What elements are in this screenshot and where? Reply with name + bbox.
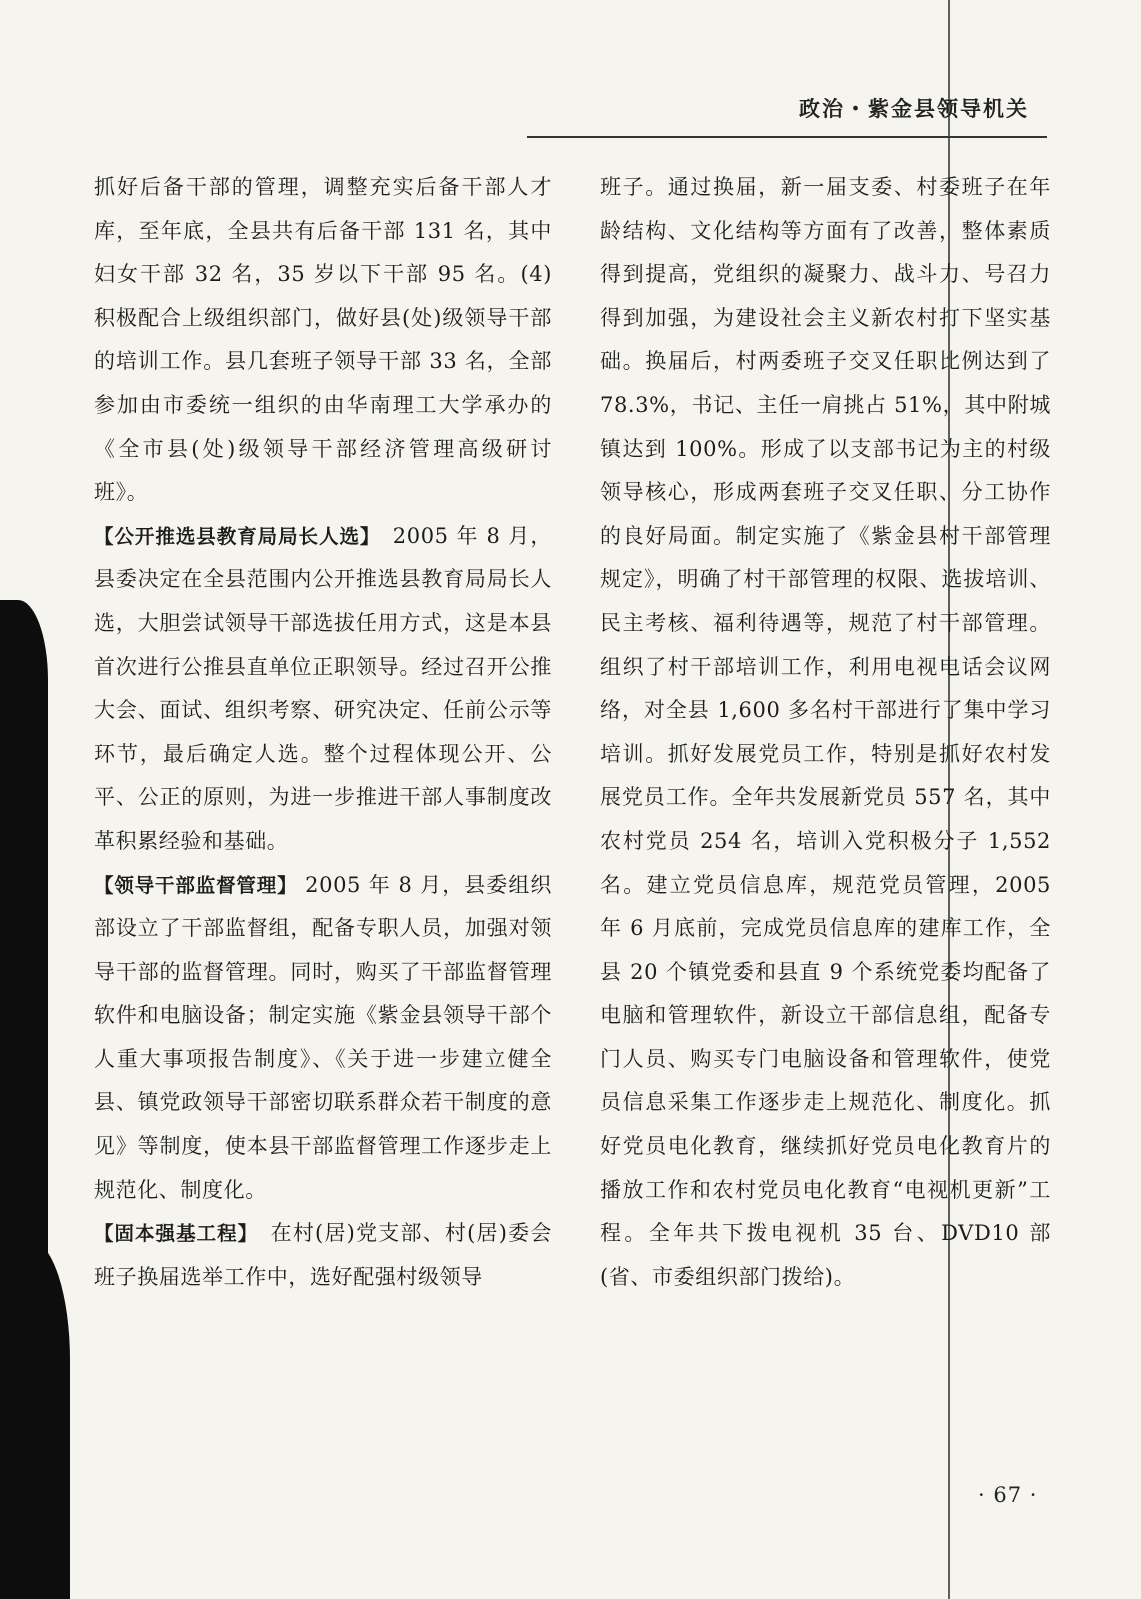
section-text: 2005 年 8 月，县委决定在全县范围内公开推选县教育局局长人选，大胆尝试领导干部选拔任用方式，这是本县首次进行公推县直单位正职领导。经过召开公推大会、面试、组织考察、研究决定、任前公示等环节，最后确定人选。整个过程体现公开、公平、公正的原则，为进一步推进干部人事制度改革积累经验和基础。 [94, 523, 553, 853]
section-text: 在村(居)党支部、村(居)委会班子换届选举工作中，选好配强村级领导 [94, 1221, 553, 1289]
section-foundation-project [94, 1212, 552, 1299]
header-rule [527, 136, 1047, 138]
right-column [600, 166, 1051, 1299]
paragraph-village-leadership: 班子。通过换届，新一届支委、村委班子在年龄结构、文化结构等方面有了改善，整体素质得到提高，党组织的凝聚力、战斗力、号召力得到加强，为建设社会主义新农村打下坚实基础。换届后，村两委班子交叉任职比例达到了 78.3%，书记、主任一肩挑占 51%，其中附城镇达到 100%。形成了以支部书记为主的村级领导核心，形成两套班子交叉任职、分工协作的良好局面。制定实施了《紫金县村干部管理规定》，明确了村干部管理的权限、选拔培训、民主考核、福利待遇等，规范了村干部管理。组织了村干部培训工作，利用电视电话会议网络，对全县 1,600 多名村干部进行了集中学习培训。抓好发展党员工作，特别是抓好农村发展党员工作。全年共发展新党员 557 名，其中农村党员 254 名，培训入党积极分子 1,552 名。建立党员信息库，规范党员管理，2005 年 6 月底前，完成党员信息库的建库工作，全县 20 个镇党委和县直 9 个系统党委均配备了电脑和管理软件，新设立干部信息组，配备专门人员、购买专门电脑设备和管理软件，使党员信息采集工作逐步走上规范化、制度化。抓好党员电化教育，继续抓好党员电化教育片的播放工作和农村党员电化教育“电视机更新”工程。全年共下拨电视机 35 台、DVD10 部(省、市委组织部门拨给)。 [600, 175, 1051, 1289]
paragraph-reserve-cadres: 抓好后备干部的管理，调整充实后备干部人才库，至年底，全县共有后备干部 131 名，其中妇女干部 32 名，35 岁以下干部 95 名。(4) 积极配合上级组织部门，做好县(处)级领导干部的培训工作。县几套班子领导干部 33 名，全部参加由市委统一组织的由华南理工大学承办的《全市县(处)级领导干部经济管理高级研讨班》。 [94, 175, 552, 505]
section-heading: 【固本强基工程】 [94, 1222, 249, 1246]
section-text: 2005 年 8 月，县委组织部设立了干部监督组，配备专职人员，加强对领导干部的监督管理。同时，购买了干部监督管理软件和电脑设备；制定实施《紫金县领导干部个人重大事项报告制度》、《关于进一步建立健全县、镇党政领导干部密切联系群众若干制度的意见》等制度，使本县干部监督管理工作逐步走上规范化、制度化。 [94, 872, 552, 1202]
section-cadre-supervision [94, 864, 552, 1213]
section-heading: 【公开推选县教育局局长人选】 [94, 524, 371, 548]
running-header: 政治・紫金县领导机关 [799, 97, 1029, 121]
scan-edge-shadow-lower [0, 1240, 70, 1599]
left-column [94, 166, 552, 1299]
section-heading: 【领导干部监督管理】 [94, 873, 298, 897]
section-education-director [94, 515, 552, 864]
page-number: · 67 · [978, 1483, 1038, 1507]
